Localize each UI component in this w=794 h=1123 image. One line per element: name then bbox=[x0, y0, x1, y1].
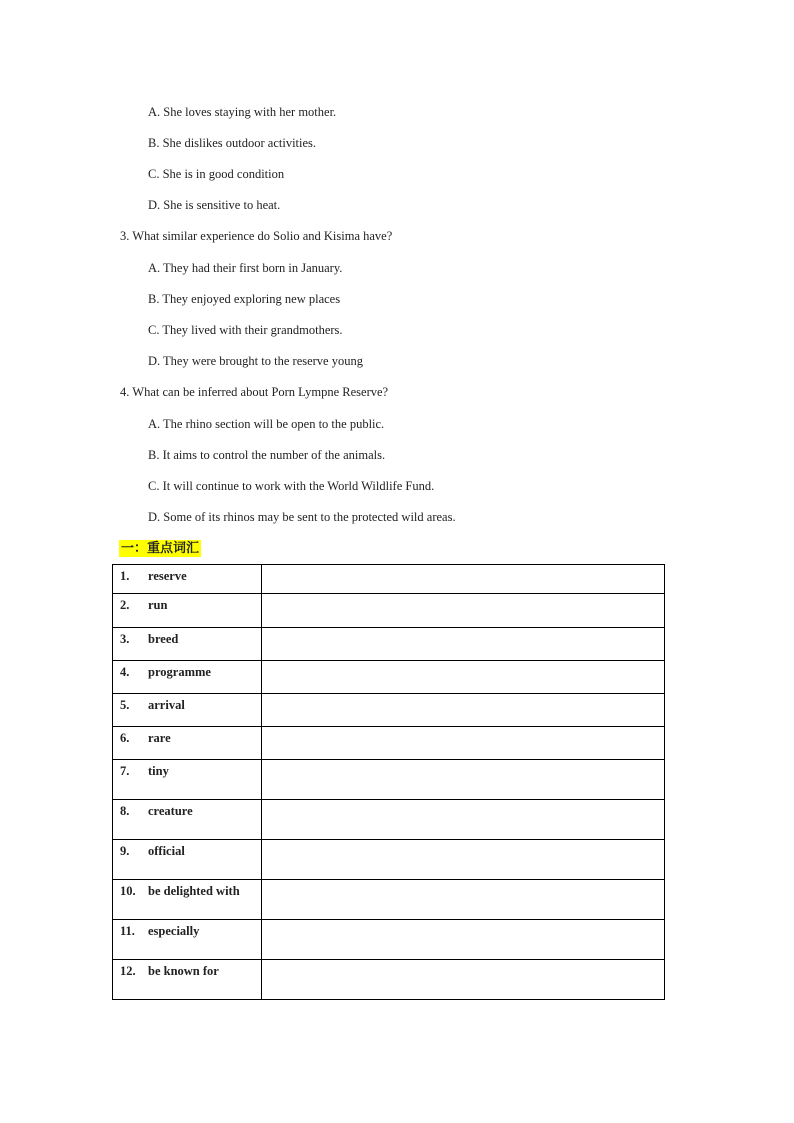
question-4: 4. What can be inferred about Porn Lympne Reserve? bbox=[120, 385, 389, 399]
vocab-answer-cell[interactable] bbox=[262, 960, 665, 1000]
vocab-number: 4. bbox=[120, 665, 130, 679]
vocab-answer-cell[interactable] bbox=[262, 694, 665, 727]
vocab-number: 5. bbox=[120, 698, 130, 712]
vocab-term: creature bbox=[148, 804, 193, 818]
vocab-answer-cell[interactable] bbox=[262, 920, 665, 960]
vocab-number: 1. bbox=[120, 569, 130, 583]
vocab-row bbox=[113, 661, 665, 694]
vocab-number: 6. bbox=[120, 731, 130, 745]
vocab-term-cell bbox=[113, 694, 262, 727]
q2-option-c: C. She is in good condition bbox=[148, 167, 285, 181]
q4-option-b: B. It aims to control the number of the animals. bbox=[148, 448, 386, 462]
vocab-number: 7. bbox=[120, 764, 130, 778]
vocab-term: rare bbox=[148, 731, 171, 745]
vocab-number: 11. bbox=[120, 924, 135, 938]
vocab-answer-cell[interactable] bbox=[262, 800, 665, 840]
vocab-number: 8. bbox=[120, 804, 130, 818]
vocab-answer-cell[interactable] bbox=[262, 840, 665, 880]
vocab-row bbox=[113, 840, 665, 880]
vocab-term-cell bbox=[113, 594, 262, 628]
q3-option-a: A. They had their first born in January. bbox=[148, 261, 343, 275]
question-3: 3. What similar experience do Solio and Kisima have? bbox=[120, 229, 393, 243]
vocab-term: be known for bbox=[148, 964, 219, 978]
vocab-term: be delighted with bbox=[148, 884, 240, 898]
q2-option-b: B. She dislikes outdoor activities. bbox=[148, 136, 317, 150]
vocab-term: breed bbox=[148, 632, 179, 646]
vocabulary-table bbox=[112, 564, 665, 1000]
vocab-number: 12. bbox=[120, 964, 136, 978]
q2-option-a: A. She loves staying with her mother. bbox=[148, 105, 337, 119]
vocab-number: 2. bbox=[120, 598, 130, 612]
vocab-term: tiny bbox=[148, 764, 169, 778]
q3-option-c: C. They lived with their grandmothers. bbox=[148, 323, 343, 337]
vocab-row bbox=[113, 565, 665, 594]
vocab-term-cell bbox=[113, 800, 262, 840]
vocab-term: reserve bbox=[148, 569, 187, 583]
vocab-row bbox=[113, 800, 665, 840]
vocab-term: official bbox=[148, 844, 185, 858]
vocab-row bbox=[113, 694, 665, 727]
vocab-row bbox=[113, 960, 665, 1000]
vocab-answer-cell[interactable] bbox=[262, 628, 665, 661]
vocab-number: 10. bbox=[120, 884, 136, 898]
section-title-key-vocabulary: 一：重点词汇 bbox=[121, 541, 200, 556]
vocab-answer-cell[interactable] bbox=[262, 661, 665, 694]
vocab-answer-cell[interactable] bbox=[262, 727, 665, 760]
vocab-number: 9. bbox=[120, 844, 130, 858]
vocab-term-cell bbox=[113, 565, 262, 594]
vocab-term-cell bbox=[113, 840, 262, 880]
q4-option-c: C. It will continue to work with the World Wildlife Fund. bbox=[148, 479, 435, 493]
vocab-row bbox=[113, 727, 665, 760]
vocab-term-cell bbox=[113, 760, 262, 800]
vocab-term: programme bbox=[148, 665, 211, 679]
vocab-answer-cell[interactable] bbox=[262, 760, 665, 800]
vocab-term-cell bbox=[113, 880, 262, 920]
vocab-answer-cell[interactable] bbox=[262, 880, 665, 920]
vocab-term-cell bbox=[113, 960, 262, 1000]
q3-option-d: D. They were brought to the reserve young bbox=[148, 354, 363, 368]
vocab-term-cell bbox=[113, 727, 262, 760]
vocab-term: arrival bbox=[148, 698, 185, 712]
q2-option-d: D. She is sensitive to heat. bbox=[148, 198, 281, 212]
vocab-number: 3. bbox=[120, 632, 130, 646]
vocab-term-cell bbox=[113, 661, 262, 694]
q4-option-d: D. Some of its rhinos may be sent to the protected wild areas. bbox=[148, 510, 456, 524]
vocab-term-cell bbox=[113, 628, 262, 661]
vocab-answer-cell[interactable] bbox=[262, 565, 665, 594]
vocab-term: especially bbox=[148, 924, 200, 938]
vocab-row bbox=[113, 628, 665, 661]
vocab-row bbox=[113, 760, 665, 800]
vocab-answer-cell[interactable] bbox=[262, 594, 665, 628]
vocab-term-cell bbox=[113, 920, 262, 960]
vocab-term: run bbox=[148, 598, 168, 612]
vocab-row bbox=[113, 920, 665, 960]
vocab-row bbox=[113, 594, 665, 628]
q3-option-b: B. They enjoyed exploring new places bbox=[148, 292, 341, 306]
vocab-row bbox=[113, 880, 665, 920]
q4-option-a: A. The rhino section will be open to the public. bbox=[148, 417, 385, 431]
